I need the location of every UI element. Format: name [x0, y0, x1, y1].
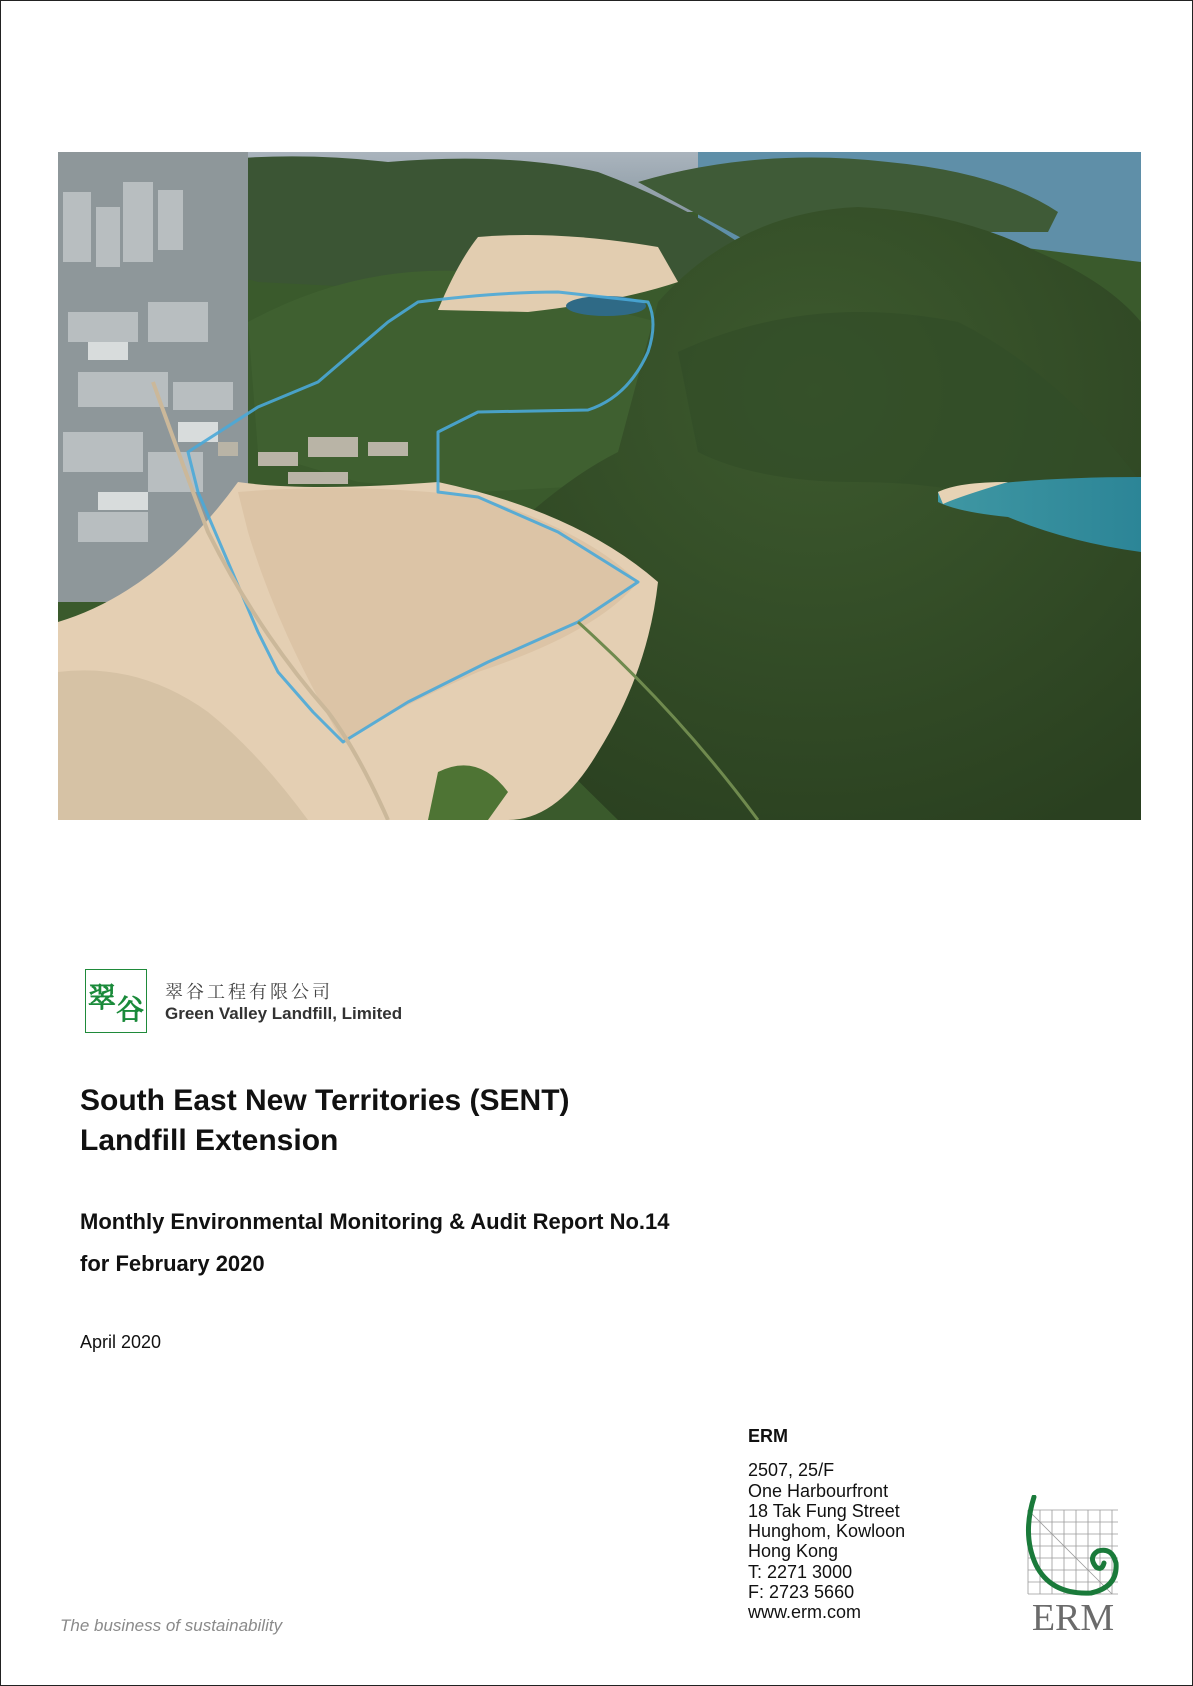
- aerial-site-photo: [58, 152, 1141, 820]
- report-date: April 2020: [80, 1332, 162, 1352]
- report-title: [80, 1081, 880, 1161]
- phone-line: T: 2271 3000: [748, 1561, 853, 1582]
- client-logo-mark: [85, 969, 147, 1033]
- address-line: One Harbourfront: [748, 1480, 889, 1501]
- report-subtitle: [80, 1201, 980, 1285]
- report-subtitle-line-1: Monthly Environmental Monitoring & Audit Report No.14: [80, 1209, 670, 1234]
- address-line: Hong Kong: [748, 1541, 839, 1562]
- report-subtitle-line-2: for February 2020: [80, 1251, 265, 1276]
- erm-logo-icon: [1016, 1495, 1131, 1635]
- erm-logo-text: ERM: [1031, 1597, 1115, 1635]
- client-mark-glyph: 翠: [88, 981, 117, 1014]
- address-line: Hunghom, Kowloon: [748, 1521, 906, 1542]
- erm-logo: [1016, 1495, 1131, 1635]
- client-mark-glyph: 谷: [116, 993, 145, 1026]
- consultant-name: ERM: [748, 1426, 788, 1446]
- client-name-chinese: 翠谷工程有限公司: [165, 982, 333, 1003]
- address-line: 2507, 25/F: [748, 1460, 835, 1481]
- report-title-line-1: South East New Territories (SENT): [80, 1084, 570, 1117]
- report-title-line-2: Landfill Extension: [80, 1124, 339, 1157]
- landfill-aerial-illustration: [58, 152, 1141, 820]
- client-name-english: Green Valley Landfill, Limited: [165, 1004, 403, 1023]
- website-line: www.erm.com: [748, 1602, 862, 1623]
- fax-line: F: 2723 5660: [748, 1582, 855, 1603]
- tagline: The business of sustainability: [60, 1616, 283, 1635]
- address-line: 18 Tak Fung Street: [748, 1500, 900, 1521]
- consultant-address-block: [748, 1426, 968, 1623]
